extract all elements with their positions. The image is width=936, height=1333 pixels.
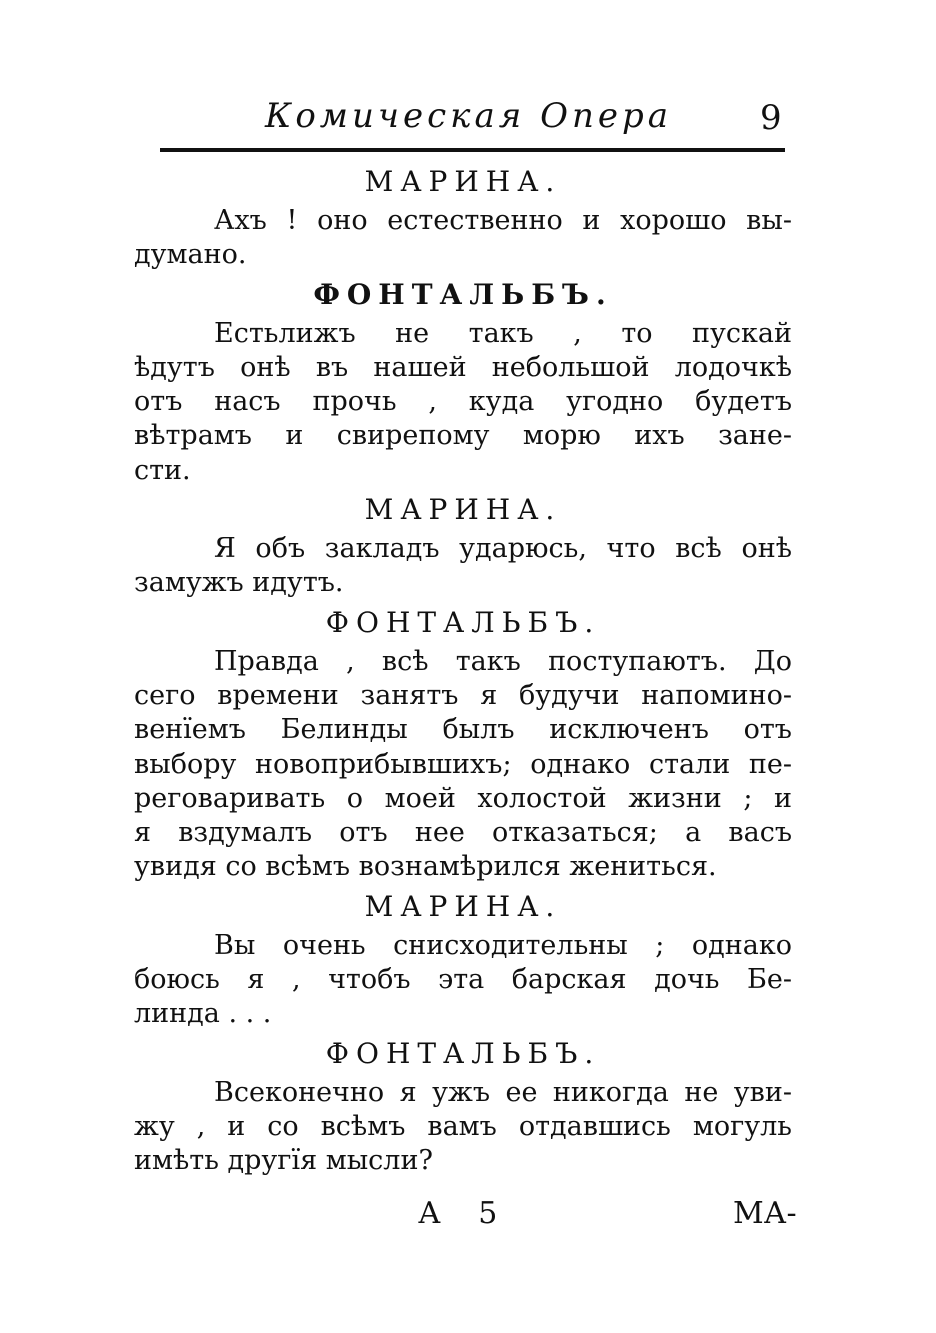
speech-line: увидя со всѣмъ вознамѣрился жениться. — [134, 851, 717, 883]
speech-line: отъ насъ прочь , куда угодно будетъ — [134, 386, 792, 418]
speaker-heading: МАРИНА. — [364, 165, 562, 198]
page-number: 9 — [760, 98, 782, 138]
speech-line: замужъ идутъ. — [134, 567, 344, 599]
speech-line: ѣдутъ онѣ въ нашей небольшой лодочкѣ — [134, 351, 792, 383]
speech-paragraph — [134, 929, 792, 1032]
speech-line: венїемъ Белинды былъ исключенъ отъ — [134, 714, 792, 746]
speech-line: сти. — [134, 454, 191, 486]
speech-line: вѣтрамъ и свирепому морю ихъ занe- — [134, 420, 792, 452]
speech-paragraph — [134, 532, 792, 601]
speech-line: Естьлижъ не такъ , то пускай — [214, 317, 792, 349]
speaker-heading: МАРИНА. — [364, 889, 562, 923]
speech-line: реговаривать о моей холостой жизни ; и — [134, 782, 792, 814]
speech-line: боюсь я , чтобъ эта барская дочь Бе- — [134, 964, 792, 996]
header-rule — [160, 148, 785, 152]
speech-line: Вы очень снисходительны ; однако — [214, 929, 792, 961]
speech-line: Я объ закладъ ударюсь, что всѣ онѣ — [214, 533, 792, 565]
speech-line: жу , и со всѣмъ вамъ отдавшись могуль — [134, 1110, 792, 1142]
running-head — [0, 96, 936, 148]
text-block — [134, 160, 792, 1179]
speech-paragraph — [134, 1076, 792, 1179]
speech-line: я вздумалъ отъ нее отказаться; а васъ — [134, 817, 792, 849]
speaker-heading: ФОНТАЛЬБЪ. — [325, 605, 601, 639]
speech-line: сего времени занятъ я будучи напомино- — [134, 679, 792, 711]
speech-paragraph — [134, 317, 792, 488]
speech-line: думано. — [134, 239, 247, 271]
speech-line: имѣть другїя мысли? — [134, 1145, 433, 1177]
speech-line: Правда , всѣ такъ поступаютъ. До — [214, 645, 792, 677]
page-footer — [0, 1196, 936, 1236]
speech-line: линда . . . — [134, 998, 272, 1030]
running-title: Комическая Опера — [265, 96, 673, 136]
catchword: МА- — [733, 1196, 797, 1231]
speech-paragraph — [134, 645, 792, 885]
speaker-heading: ФОНТАЛЬБЪ. — [325, 1036, 601, 1070]
speech-line: Всеконечно я ужъ ее никогда не уви- — [214, 1076, 792, 1108]
speaker-heading: ФОНТАЛЬБЪ. — [313, 277, 613, 311]
speech-line: выбору новоприбывшихъ; однако стали пе- — [134, 748, 792, 780]
speaker-heading: МАРИНА. — [364, 493, 562, 527]
speech-line: Ахъ ! оно естественно и хорошо вы- — [214, 205, 792, 236]
speech-paragraph — [134, 204, 792, 273]
signature-mark: А 5 — [418, 1196, 512, 1231]
